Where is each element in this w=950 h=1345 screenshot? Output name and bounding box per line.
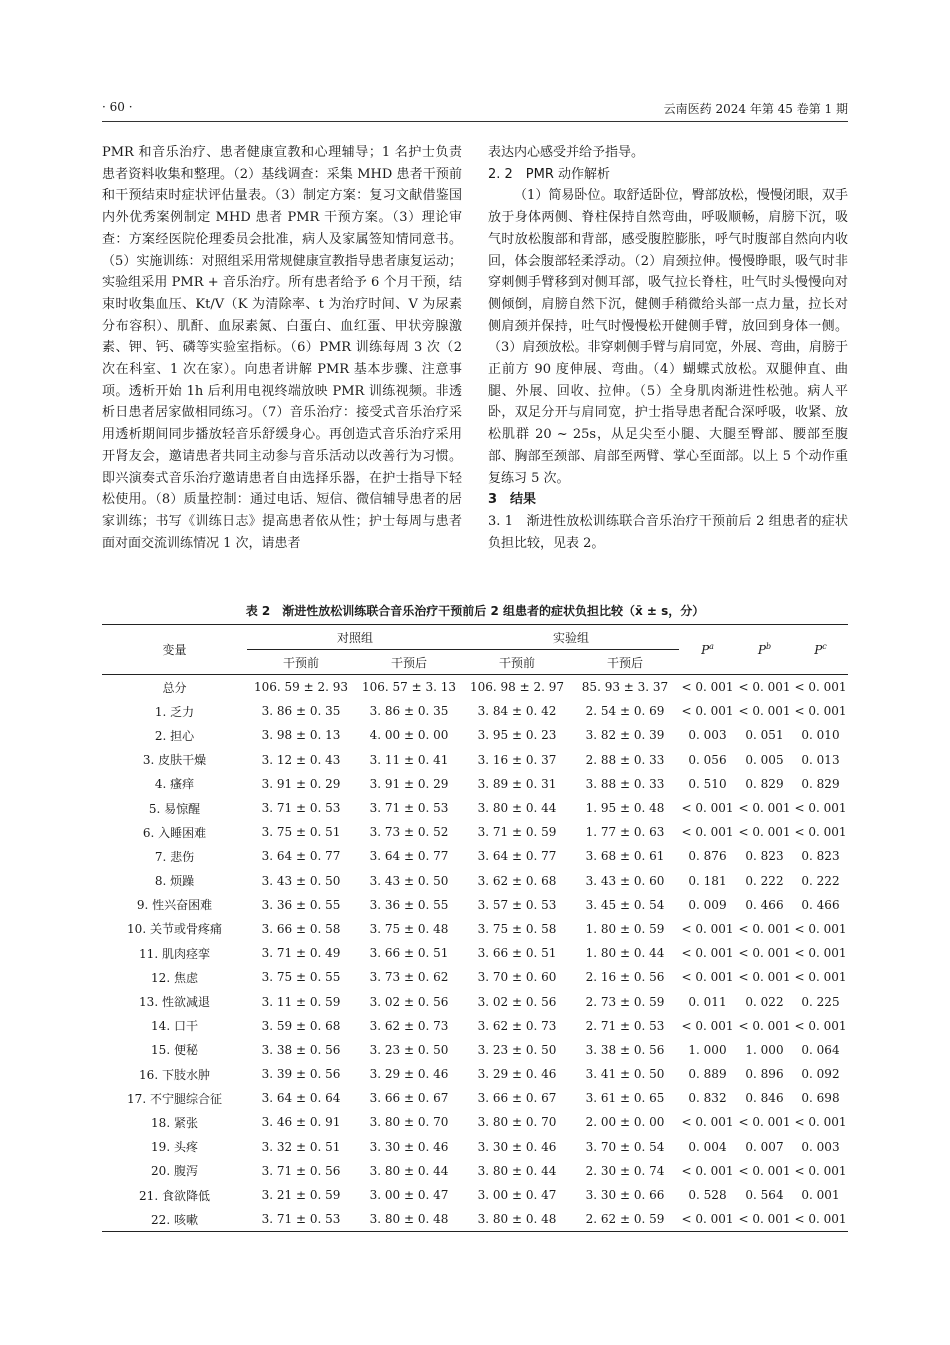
table-cell: 3. 95 ± 0. 23 xyxy=(477,728,557,743)
table-cell: 0. 013 xyxy=(801,752,840,767)
table-cell: 3. 23 ± 0. 50 xyxy=(369,1042,449,1057)
table-cell: 3. 75 ± 0. 48 xyxy=(369,921,449,936)
table-cell: 3. 29 ± 0. 46 xyxy=(369,1067,449,1082)
table-cell: 3. 30 ± 0. 66 xyxy=(585,1188,665,1203)
table-cell: 0. 510 xyxy=(688,776,727,791)
table-cell: 3. 91 ± 0. 29 xyxy=(261,776,341,791)
symptom-burden-table xyxy=(102,624,848,1232)
table-cell: 3. 70 ± 0. 60 xyxy=(477,970,557,985)
table-cell: 3. 73 ± 0. 52 xyxy=(369,825,449,840)
table-cell: < 0. 001 xyxy=(681,801,734,816)
table-cell: 0. 823 xyxy=(745,849,784,864)
table-cell: < 0. 001 xyxy=(738,921,791,936)
table-cell: 3. 66 ± 0. 58 xyxy=(261,921,341,936)
row-label: 1. 乏力 xyxy=(154,704,195,719)
table-cell: 3. 00 ± 0. 47 xyxy=(477,1188,557,1203)
exp-pre-header: 干预前 xyxy=(498,655,535,670)
table-cell: 3. 66 ± 0. 67 xyxy=(477,1091,557,1106)
control-post-header: 干预后 xyxy=(390,655,427,670)
table-cell: 3. 02 ± 0. 56 xyxy=(369,994,449,1009)
table-cell: 0. 007 xyxy=(745,1139,784,1154)
table-cell: < 0. 001 xyxy=(681,825,734,840)
table-row xyxy=(102,748,848,772)
table-cell: 3. 80 ± 0. 44 xyxy=(369,1163,449,1178)
table-cell: 0. 564 xyxy=(745,1188,784,1203)
table-cell: 3. 66 ± 0. 51 xyxy=(477,946,557,961)
table-cell: 3. 75 ± 0. 51 xyxy=(261,825,341,840)
table-cell: 3. 57 ± 0. 53 xyxy=(477,897,557,912)
table-row xyxy=(102,917,848,941)
table-cell: 0. 011 xyxy=(688,994,727,1009)
row-label: 20. 腹泻 xyxy=(151,1164,198,1179)
table-cell: 3. 36 ± 0. 55 xyxy=(261,897,341,912)
table-row xyxy=(102,1159,848,1183)
table-row xyxy=(102,1062,848,1086)
table-cell: < 0. 001 xyxy=(681,680,734,695)
table-row xyxy=(102,965,848,989)
table-cell: 3. 66 ± 0. 51 xyxy=(369,946,449,961)
table-cell: < 0. 001 xyxy=(794,1212,847,1227)
table-body xyxy=(102,675,848,1232)
row-label: 15. 便秘 xyxy=(151,1043,198,1058)
table-cell: 1. 80 ± 0. 44 xyxy=(585,946,665,961)
table-cell: 3. 71 ± 0. 53 xyxy=(261,1212,341,1227)
table-cell: 3. 11 ± 0. 59 xyxy=(261,994,341,1009)
table-cell: 106. 59 ± 2. 93 xyxy=(253,680,349,695)
right-column xyxy=(488,142,848,554)
table-cell: < 0. 001 xyxy=(738,1018,791,1033)
row-label: 18. 紧张 xyxy=(151,1115,198,1130)
table-cell: 3. 80 ± 0. 70 xyxy=(369,1115,449,1130)
table-cell: < 0. 001 xyxy=(681,1163,734,1178)
table-row xyxy=(102,1207,848,1232)
table-cell: < 0. 001 xyxy=(681,1212,734,1227)
table-cell: 3. 80 ± 0. 44 xyxy=(477,801,557,816)
table-cell: 0. 004 xyxy=(688,1139,727,1154)
table-row xyxy=(102,772,848,796)
table-cell: < 0. 001 xyxy=(681,704,734,719)
table-cell: 0. 009 xyxy=(688,897,727,912)
table-cell: 3. 45 ± 0. 54 xyxy=(585,897,665,912)
table-cell: < 0. 001 xyxy=(681,921,734,936)
row-label: 16. 下肢水肿 xyxy=(139,1067,210,1082)
p-a-header: $P^a$ xyxy=(701,642,714,657)
header-rule xyxy=(102,121,848,122)
table-cell: 2. 62 ± 0. 59 xyxy=(585,1212,665,1227)
table-cell: < 0. 001 xyxy=(738,946,791,961)
table-cell: 3. 98 ± 0. 13 xyxy=(261,728,341,743)
table-cell: 3. 71 ± 0. 56 xyxy=(261,1163,341,1178)
table-cell: < 0. 001 xyxy=(738,1115,791,1130)
table-cell: 3. 71 ± 0. 53 xyxy=(261,801,341,816)
table-cell: < 0. 001 xyxy=(794,970,847,985)
table-cell: 3. 75 ± 0. 55 xyxy=(261,970,341,985)
table-cell: 0. 092 xyxy=(801,1067,840,1082)
row-label: 22. 咳嗽 xyxy=(151,1212,198,1227)
table-cell: < 0. 001 xyxy=(794,1018,847,1033)
table-cell: 3. 71 ± 0. 53 xyxy=(369,801,449,816)
table-cell: 0. 222 xyxy=(801,873,840,888)
table-cell: 3. 36 ± 0. 55 xyxy=(369,897,449,912)
table-cell: 3. 64 ± 0. 77 xyxy=(261,849,341,864)
table-cell: 106. 57 ± 3. 13 xyxy=(361,680,457,695)
table-cell: < 0. 001 xyxy=(794,680,847,695)
table-cell: 4. 00 ± 0. 00 xyxy=(369,728,449,743)
table-cell: 3. 80 ± 0. 44 xyxy=(477,1163,557,1178)
table-cell: 3. 12 ± 0. 43 xyxy=(261,752,341,767)
table-cell: 3. 91 ± 0. 29 xyxy=(369,776,449,791)
table-cell: 0. 698 xyxy=(801,1091,840,1106)
table-cell: 3. 80 ± 0. 70 xyxy=(477,1115,557,1130)
table-cell: 3. 64 ± 0. 77 xyxy=(477,849,557,864)
table-cell: 106. 98 ± 2. 97 xyxy=(469,680,565,695)
table-cell: < 0. 001 xyxy=(738,970,791,985)
row-label: 19. 头疼 xyxy=(151,1140,198,1155)
table-cell: 3. 16 ± 0. 37 xyxy=(477,752,557,767)
table-cell: 3. 86 ± 0. 35 xyxy=(369,704,449,719)
table-row xyxy=(102,893,848,917)
table-cell: 3. 75 ± 0. 58 xyxy=(477,921,557,936)
journal-header: 云南医药 2024 年第 45 卷第 1 期 xyxy=(663,102,848,116)
row-label: 12. 焦虑 xyxy=(151,970,198,985)
table-cell: 3. 82 ± 0. 39 xyxy=(585,728,665,743)
row-label: 21. 食欲降低 xyxy=(139,1188,210,1203)
table-cell: < 0. 001 xyxy=(681,970,734,985)
table-cell: 0. 466 xyxy=(745,897,784,912)
table-cell: 0. 889 xyxy=(688,1067,727,1082)
table-cell: 3. 30 ± 0. 46 xyxy=(477,1139,557,1154)
table-cell: 3. 21 ± 0. 59 xyxy=(261,1188,341,1203)
table-cell: 3. 62 ± 0. 68 xyxy=(477,873,557,888)
table-cell: 2. 30 ± 0. 74 xyxy=(585,1163,665,1178)
table-cell: 0. 823 xyxy=(801,849,840,864)
table-cell: 0. 225 xyxy=(801,994,840,1009)
table-cell: 3. 86 ± 0. 35 xyxy=(261,704,341,719)
row-label: 13. 性欲减退 xyxy=(139,995,210,1010)
experimental-group-header: 实验组 xyxy=(463,625,679,650)
table-row xyxy=(102,820,848,844)
table-row xyxy=(102,723,848,747)
table-cell: 0. 051 xyxy=(745,728,784,743)
table-cell: 2. 16 ± 0. 56 xyxy=(585,970,665,985)
table-row xyxy=(102,1135,848,1159)
table-cell: 0. 829 xyxy=(745,776,784,791)
table-cell: 0. 003 xyxy=(801,1139,840,1154)
table-cell: 3. 43 ± 0. 50 xyxy=(369,873,449,888)
table-cell: 0. 005 xyxy=(745,752,784,767)
right-paragraph-continued: 表达内心感受并给予指导。 xyxy=(488,145,645,160)
row-label: 7. 悲伤 xyxy=(154,849,195,864)
table-cell: 1. 000 xyxy=(745,1042,784,1057)
left-column xyxy=(102,142,462,554)
table-cell: < 0. 001 xyxy=(738,801,791,816)
table-cell: 1. 95 ± 0. 48 xyxy=(585,801,665,816)
table-cell: < 0. 001 xyxy=(794,801,847,816)
table-cell: < 0. 001 xyxy=(738,825,791,840)
row-label: 9. 性兴奋困难 xyxy=(136,898,213,913)
table-cell: 0. 832 xyxy=(688,1091,727,1106)
table-cell: < 0. 001 xyxy=(794,704,847,719)
table-row xyxy=(102,1110,848,1134)
table-cell: 3. 46 ± 0. 91 xyxy=(261,1115,341,1130)
section-2-2-heading: 2. 2 PMR 动作解析 xyxy=(488,166,611,182)
table-cell: 3. 70 ± 0. 54 xyxy=(585,1139,665,1154)
table-cell: < 0. 001 xyxy=(738,1212,791,1227)
row-label: 总分 xyxy=(162,680,187,695)
table-cell: < 0. 001 xyxy=(738,1163,791,1178)
table-cell: 0. 528 xyxy=(688,1188,727,1203)
table-cell: 0. 466 xyxy=(801,897,840,912)
pmr-actions-paragraph: （1）简易卧位。取舒适卧位，臀部放松，慢慢闭眼，双手放于身体两侧、脊柱保持自然弯曲，呼吸顺畅，肩膀下沉，吸气时放松腹部和背部，感受腹腔膨胀，呼气时腹部自然向内收回，体会腹部轻柔浮动。（2）肩颈拉伸。慢慢睁眼，吸气时非穿刺侧手臂移到对侧耳部，吸气拉长脊柱，吐气时头慢慢向对侧倾倒，肩膀自然下沉，健侧手稍微给头部一点力量，拉长对侧肩颈并保持，吐气时慢慢松开健侧手臂，放回到身体一侧。（3）肩颈放松。非穿刺侧手臂与肩同宽，外展、弯曲，肩膀于正前方 90 度伸展、弯曲。（4）蝴蝶式放松。双腿伸直、曲腿、外展、回收、拉伸。（5）全身肌肉渐进性松弛。病人平卧，双足分开与肩同宽，护士指导患者配合深呼吸，收紧、放松肌群 20 ~ 25s，从足尖至小腿、大腿至臀部、腰部至腹部、胸部至颈部、肩部至两臂、掌心至面部。以上 5 个动作重复练习 5 次。 xyxy=(488,188,848,486)
table-cell: 3. 39 ± 0. 56 xyxy=(261,1067,341,1082)
table-cell: 3. 32 ± 0. 51 xyxy=(261,1139,341,1154)
table-cell: 3. 64 ± 0. 77 xyxy=(369,849,449,864)
table-cell: 0. 896 xyxy=(745,1067,784,1082)
table-cell: 3. 43 ± 0. 60 xyxy=(585,873,665,888)
row-label: 8. 烦躁 xyxy=(154,874,195,889)
p-b-header: $P^b$ xyxy=(757,642,772,657)
table-row xyxy=(102,1086,848,1110)
table-cell: 3. 80 ± 0. 48 xyxy=(477,1212,557,1227)
table-cell: 3. 88 ± 0. 33 xyxy=(585,776,665,791)
table-cell: 3. 00 ± 0. 47 xyxy=(369,1188,449,1203)
table-cell: 3. 80 ± 0. 48 xyxy=(369,1212,449,1227)
table-cell: < 0. 001 xyxy=(794,921,847,936)
section-3-heading: 3 结果 xyxy=(488,492,537,508)
table-cell: 2. 73 ± 0. 59 xyxy=(585,994,665,1009)
table-cell: 3. 71 ± 0. 59 xyxy=(477,825,557,840)
table-cell: 0. 056 xyxy=(688,752,727,767)
table-cell: 0. 846 xyxy=(745,1091,784,1106)
table-cell: 3. 43 ± 0. 50 xyxy=(261,873,341,888)
row-label: 6. 入睡困难 xyxy=(142,825,207,840)
row-label: 3. 皮肤干燥 xyxy=(142,753,207,768)
table-cell: 0. 181 xyxy=(688,873,727,888)
table-row xyxy=(102,796,848,820)
row-label: 2. 担心 xyxy=(154,728,195,743)
table-cell: 3. 66 ± 0. 67 xyxy=(369,1091,449,1106)
row-label: 17. 不宁腿综合征 xyxy=(127,1091,222,1106)
table-cell: 3. 62 ± 0. 73 xyxy=(369,1018,449,1033)
table-cell: 0. 010 xyxy=(801,728,840,743)
table-cell: 2. 54 ± 0. 69 xyxy=(585,704,665,719)
table-cell: 0. 876 xyxy=(688,849,727,864)
table-cell: < 0. 001 xyxy=(738,680,791,695)
table-cell: 3. 68 ± 0. 61 xyxy=(585,849,665,864)
results-paragraph: 3. 1 渐进性放松训练联合音乐治疗干预前后 2 组患者的症状负担比较，见表 2。 xyxy=(488,513,848,551)
table-cell: 3. 23 ± 0. 50 xyxy=(477,1042,557,1057)
table-row xyxy=(102,869,848,893)
table-cell: 3. 02 ± 0. 56 xyxy=(477,994,557,1009)
table-cell: 3. 30 ± 0. 46 xyxy=(369,1139,449,1154)
row-label: 14. 口干 xyxy=(151,1019,198,1034)
table-caption: 表 2 渐进性放松训练联合音乐治疗干预前后 2 组患者的症状负担比较（x̄ ± s，分） xyxy=(245,604,705,618)
table-cell: 3. 71 ± 0. 49 xyxy=(261,946,341,961)
row-label: 5. 易惊醒 xyxy=(148,801,201,816)
table-cell: 0. 829 xyxy=(801,776,840,791)
table-row xyxy=(102,989,848,1013)
table-cell: 1. 000 xyxy=(688,1042,727,1057)
table-row xyxy=(102,941,848,965)
table-cell: < 0. 001 xyxy=(738,704,791,719)
table-cell: < 0. 001 xyxy=(794,946,847,961)
table-cell: 3. 41 ± 0. 50 xyxy=(585,1067,665,1082)
table-cell: 85. 93 ± 3. 37 xyxy=(581,680,669,695)
table-cell: 2. 00 ± 0. 00 xyxy=(585,1115,665,1130)
table-cell: < 0. 001 xyxy=(681,1115,734,1130)
table-cell: < 0. 001 xyxy=(681,946,734,961)
left-paragraph: PMR 和音乐治疗、患者健康宣教和心理辅导；1 名护士负责患者资料收集和整理。（2）基线调查：采集 MHD 患者干预前和干预结束时症状评估量表。（3）制定方案：复习文献借鉴国内外优秀案例制定 MHD 患者 PMR 干预方案。（3）理论审查：方案经医院伦理委员会批准，病人及家属签知情同意书。（5）实施训练：对照组采用常规健康宣教指导患者康复运动；实验组采用 PMR + 音乐治疗。所有患者给予 6 个月干预，结束时收集血压、Kt/V（K 为清除率、t 为治疗时间、V 为尿素分布容积）、肌酐、血尿素氮、白蛋白、血红蛋、甲状旁腺激素、钾、钙、磷等实验室指标。（6）PMR 训练每周 3 次（2 次在科室、1 次在家）。向患者讲解 PMR 基本步骤、注意事项。透析开始 1h 后利用电视终端放映 PMR 训练视频。非透析日患者居家做相同练习。（7）音乐治疗：接受式音乐治疗采用透析期间同步播放轻音乐舒缓身心。再创造式音乐治疗采用开肾友会，邀请患者共同主动参与音乐活动以改善行为习惯。即兴演奏式音乐治疗邀请患者自由选择乐器，在护士指导下轻松使用。（8）质量控制：通过电话、短信、微信辅导患者的居家训练；书写《训练日志》提高患者依从性；护士每周与患者面对面交流训练情况 1 次，请患者 xyxy=(102,145,462,551)
page-number: · 60 · xyxy=(102,100,133,114)
table-cell: < 0. 001 xyxy=(794,825,847,840)
table-cell: 2. 71 ± 0. 53 xyxy=(585,1018,665,1033)
row-label: 10. 关节或骨疼痛 xyxy=(127,922,222,937)
table-cell: 0. 001 xyxy=(801,1188,840,1203)
table-cell: 3. 84 ± 0. 42 xyxy=(477,704,557,719)
row-label: 11. 肌肉痉挛 xyxy=(139,946,210,961)
table-cell: < 0. 001 xyxy=(794,1163,847,1178)
table-cell: 0. 222 xyxy=(745,873,784,888)
table-cell: 3. 59 ± 0. 68 xyxy=(261,1018,341,1033)
table-cell: 3. 89 ± 0. 31 xyxy=(477,776,557,791)
table-row xyxy=(102,699,848,723)
table-cell: < 0. 001 xyxy=(681,1018,734,1033)
table-row xyxy=(102,1014,848,1038)
table-cell: 0. 003 xyxy=(688,728,727,743)
table-cell: 3. 64 ± 0. 64 xyxy=(261,1091,341,1106)
table-row xyxy=(102,844,848,868)
variable-header: 变量 xyxy=(162,643,187,657)
table-cell: 3. 73 ± 0. 62 xyxy=(369,970,449,985)
exp-post-header: 干预后 xyxy=(606,655,643,670)
table-cell: 3. 11 ± 0. 41 xyxy=(369,752,449,767)
table-cell: 3. 62 ± 0. 73 xyxy=(477,1018,557,1033)
control-pre-header: 干预前 xyxy=(282,655,319,670)
table-cell: 3. 38 ± 0. 56 xyxy=(585,1042,665,1057)
table-cell: 3. 38 ± 0. 56 xyxy=(261,1042,341,1057)
table-cell: 3. 29 ± 0. 46 xyxy=(477,1067,557,1082)
table-cell: 0. 064 xyxy=(801,1042,840,1057)
table-cell: 1. 80 ± 0. 59 xyxy=(585,921,665,936)
control-group-header: 对照组 xyxy=(247,625,463,650)
table-cell: 2. 88 ± 0. 33 xyxy=(585,752,665,767)
table-cell: 3. 61 ± 0. 65 xyxy=(585,1091,665,1106)
table-row xyxy=(102,1038,848,1062)
table-cell: 1. 77 ± 0. 63 xyxy=(585,825,665,840)
table-row xyxy=(102,675,848,700)
table-cell: 0. 022 xyxy=(745,994,784,1009)
p-c-header: $P^c$ xyxy=(814,642,827,657)
table-cell: < 0. 001 xyxy=(794,1115,847,1130)
table-row xyxy=(102,1183,848,1207)
row-label: 4. 瘙痒 xyxy=(154,777,195,792)
